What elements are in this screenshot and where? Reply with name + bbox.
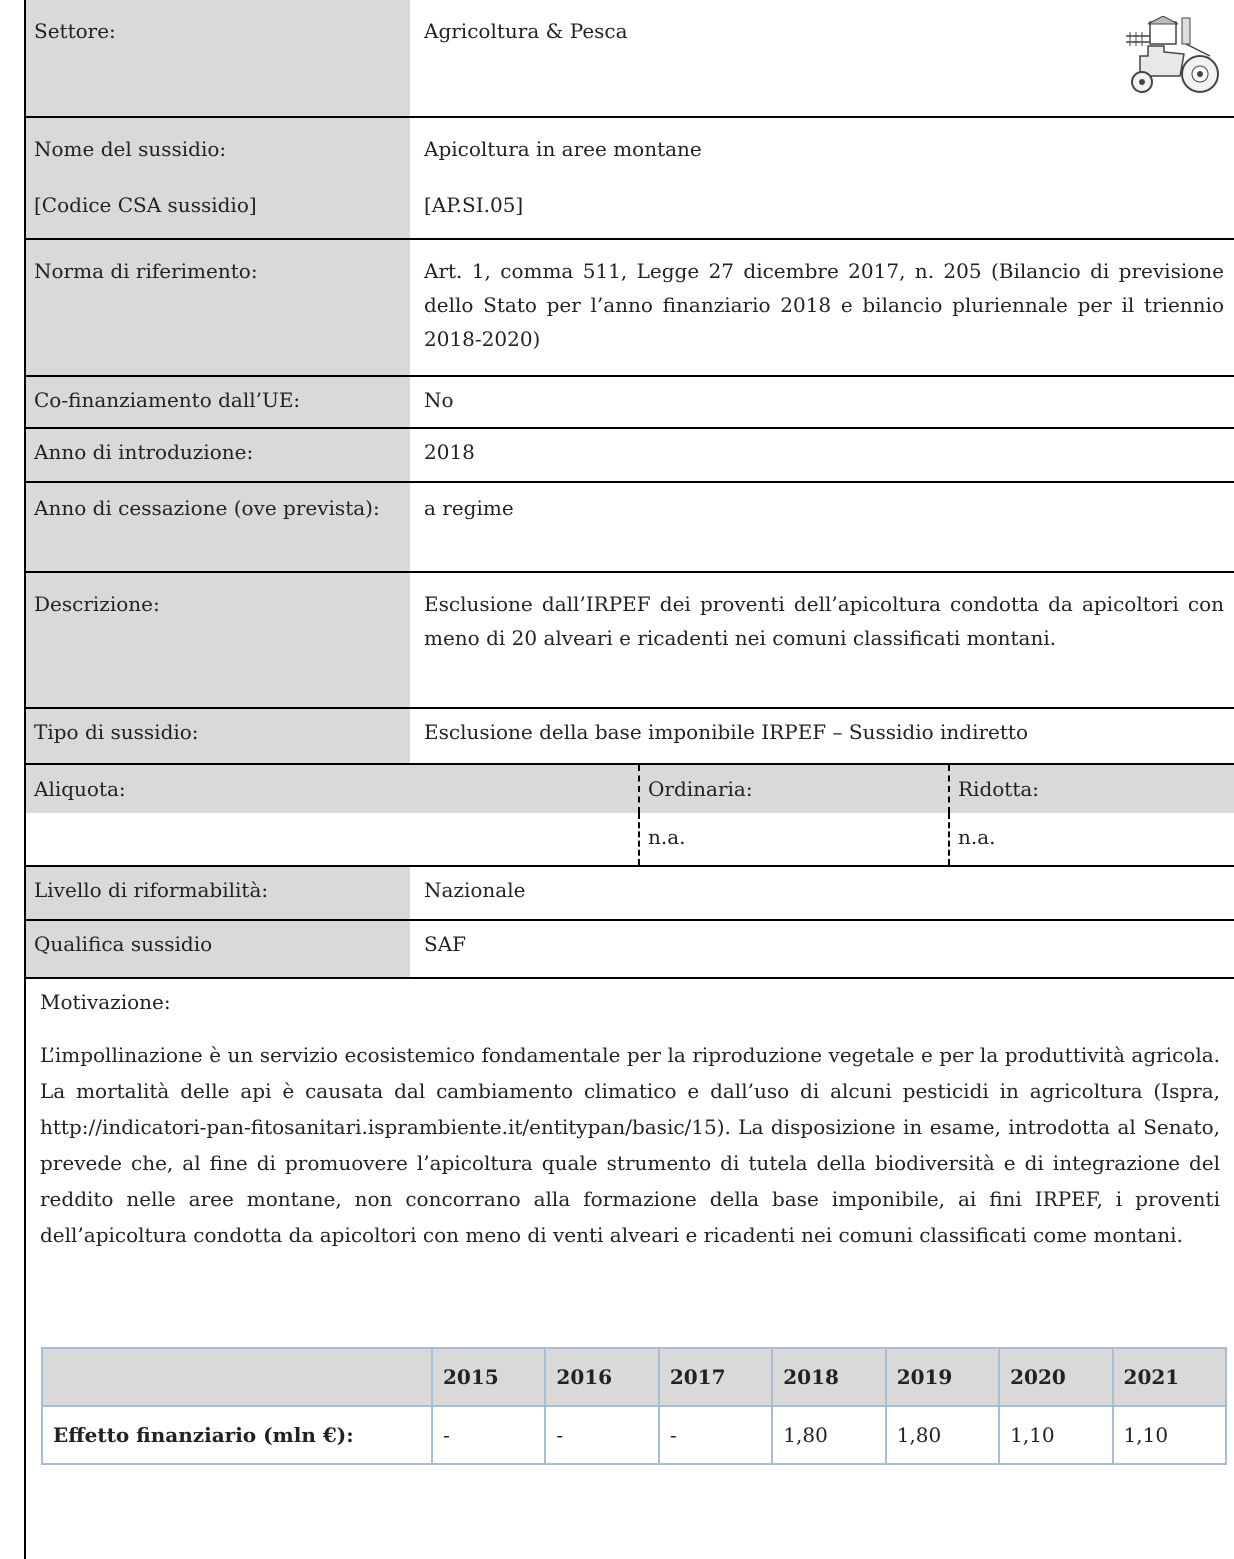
year-header: 2017: [659, 1348, 772, 1406]
row-settore: [26, 0, 1234, 116]
row-norma: [26, 238, 1234, 375]
anno-intro-value: 2018: [424, 440, 475, 464]
livello-label: Livello di riformabilità:: [26, 867, 410, 919]
codice-value: [AP.SI.05]: [424, 193, 524, 217]
effetto-value: -: [432, 1406, 545, 1464]
row-aliquota: [26, 763, 1234, 865]
row-anno-introduzione: [26, 427, 1234, 481]
years-header-row: [42, 1348, 1226, 1406]
effetto-value: -: [659, 1406, 772, 1464]
norma-label: Norma di riferimento:: [26, 240, 410, 375]
year-header: 2015: [432, 1348, 545, 1406]
year-header: 2016: [545, 1348, 658, 1406]
subsidy-sheet: [24, 0, 1234, 1559]
row-qualifica: [26, 919, 1234, 977]
effetto-finanziario-table: [41, 1347, 1227, 1465]
codice-label: [Codice CSA sussidio]: [34, 193, 257, 217]
qualifica-value: SAF: [424, 932, 467, 956]
tipo-value: Esclusione della base imponibile IRPEF – Sussidio indiretto: [424, 720, 1028, 744]
motivazione-label: Motivazione:: [40, 990, 171, 1014]
descrizione-label: Descrizione:: [26, 573, 410, 707]
year-header: 2021: [1113, 1348, 1226, 1406]
effetto-row: [42, 1406, 1226, 1464]
effetto-value: 1,80: [772, 1406, 885, 1464]
qualifica-label: Qualifica sussidio: [26, 921, 410, 977]
year-header: 2020: [999, 1348, 1112, 1406]
tractor-farm-icon: [1120, 16, 1220, 96]
year-header: 2019: [886, 1348, 999, 1406]
motivazione-section: [26, 977, 1234, 1253]
effetto-value: 1,10: [1113, 1406, 1226, 1464]
effetto-value: 1,80: [886, 1406, 999, 1464]
norma-value: Art. 1, comma 511, Legge 27 dicembre 2017, n. 205 (Bilancio di previsione dello Stato per l’anno finanziario 2018 e bilancio pluriennale per il triennio 2018-2020): [424, 259, 1224, 351]
tipo-label: Tipo di sussidio:: [26, 709, 410, 763]
row-nome: [26, 116, 1234, 238]
year-header: 2018: [772, 1348, 885, 1406]
anno-cess-value: a regime: [424, 496, 514, 520]
ridotta-value: n.a.: [948, 813, 1234, 865]
effetto-value: -: [545, 1406, 658, 1464]
anno-intro-label: Anno di introduzione:: [26, 429, 410, 481]
settore-label: Settore:: [26, 0, 410, 116]
motivazione-text: L’impollinazione è un servizio ecosistemico fondamentale per la riproduzione vegetale e per la produttività agricola. La mortalità delle api è causata dal cambiamento climatico e dall’uso di alcuni pesticidi in agricoltura (Ispra, http://indicatori-pan-fitosanitari.isprambiente.it/entitypan/basic/15). La disposizione in esame, introdotta al Senato, prevede che, al fine di promuovere l’apicoltura quale strumento di tutela della biodiversità e di integrazione del reddito nelle aree montane, non concorrano alla formazione della base imponibile, ai fini IRPEF, i proventi dell’apicoltura condotta da apicoltori con meno di venti alveari e ricadenti nei comuni classificati come montani.: [40, 1043, 1220, 1247]
aliquota-label: Aliquota:: [34, 777, 126, 801]
settore-value: Agricoltura & Pesca: [424, 19, 628, 43]
anno-cess-label: Anno di cessazione (ove prevista):: [26, 483, 410, 571]
row-tipo: [26, 707, 1234, 763]
row-anno-cessazione: [26, 481, 1234, 571]
nome-value: Apicoltura in aree montane: [424, 137, 702, 161]
cofin-label: Co-finanziamento dall’UE:: [26, 377, 410, 427]
cofin-value: No: [424, 388, 454, 412]
nome-label: Nome del sussidio:: [34, 137, 227, 161]
ordinaria-value: n.a.: [638, 813, 948, 865]
ridotta-label: Ridotta:: [948, 765, 1234, 813]
row-cofinanziamento: [26, 375, 1234, 427]
effetto-label: Effetto finanziario (mln €):: [42, 1406, 432, 1464]
descrizione-value: Esclusione dall’IRPEF dei proventi dell’apicoltura condotta da apicoltori con meno di 20 alveari e ricadenti nei comuni classificati montani.: [424, 592, 1224, 650]
ordinaria-label: Ordinaria:: [638, 765, 948, 813]
row-descrizione: [26, 571, 1234, 707]
livello-value: Nazionale: [424, 878, 526, 902]
row-livello: [26, 865, 1234, 919]
effetto-value: 1,10: [999, 1406, 1112, 1464]
